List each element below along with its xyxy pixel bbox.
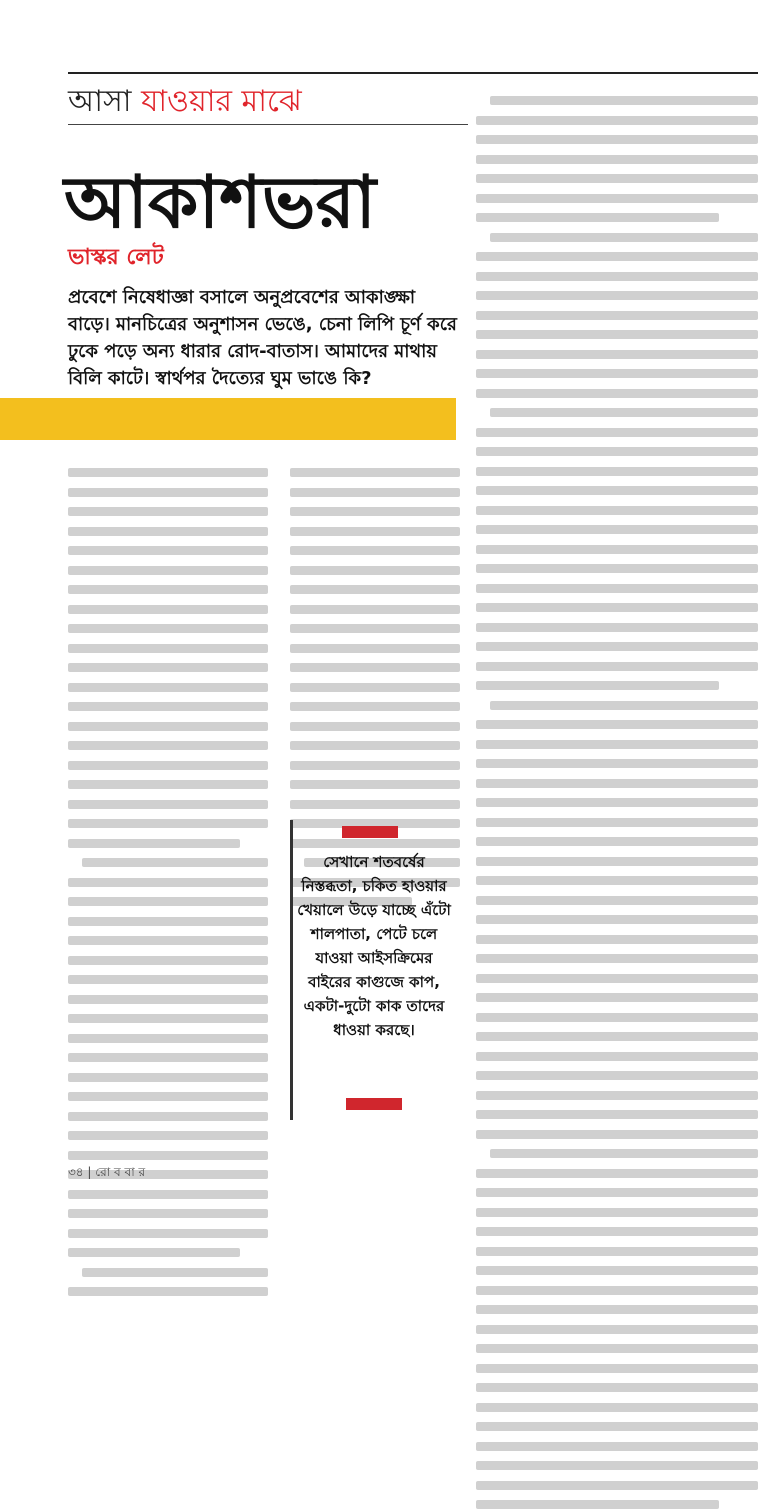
- pull-quote-text: সেখানে শতবর্ষের নিস্তব্ধতা, চকিত হাওয়ার খেয়ালে উড়ে যাচ্ছে এঁটো শালপাতা, পেটে চলে যাওয়া আইসক্রিমের বাইরের কাগুজে কাপ, একটা-দুটো কাক তাদের ধাওয়া করছে।: [297, 853, 451, 1039]
- top-rule: [68, 72, 758, 74]
- pull-quote-bar-top: [342, 826, 398, 838]
- body-column-3: [476, 96, 758, 1509]
- decorative-band: [0, 398, 456, 440]
- section-header-word2: যাওয়ার মাঝে: [141, 84, 302, 119]
- standfirst: প্রবেশে নিষেধাজ্ঞা বসালে অনুপ্রবেশের আকাঙ্ক্ষা বাড়ে। মানচিত্রের অনুশাসন ভেঙে, চেনা লিপি চূর্ণ করে ঢুকে পড়ে অন্য ধারার রোদ-বাতাস। আমাদের মাথায় বিলি কাটে। স্বার্থপর দৈত্যের ঘুম ভাঙে কি?: [68, 287, 457, 389]
- section-header: [68, 84, 302, 120]
- pull-quote-bar-bottom: [346, 1098, 402, 1110]
- section-rule: [68, 124, 468, 125]
- page-folio: ৩৪ | রো ব বা র: [68, 1165, 146, 1179]
- article-title: আকাশভরা: [64, 160, 376, 244]
- section-header-word1: আসা: [68, 84, 142, 119]
- byline: ভাস্কর লেট: [68, 245, 164, 270]
